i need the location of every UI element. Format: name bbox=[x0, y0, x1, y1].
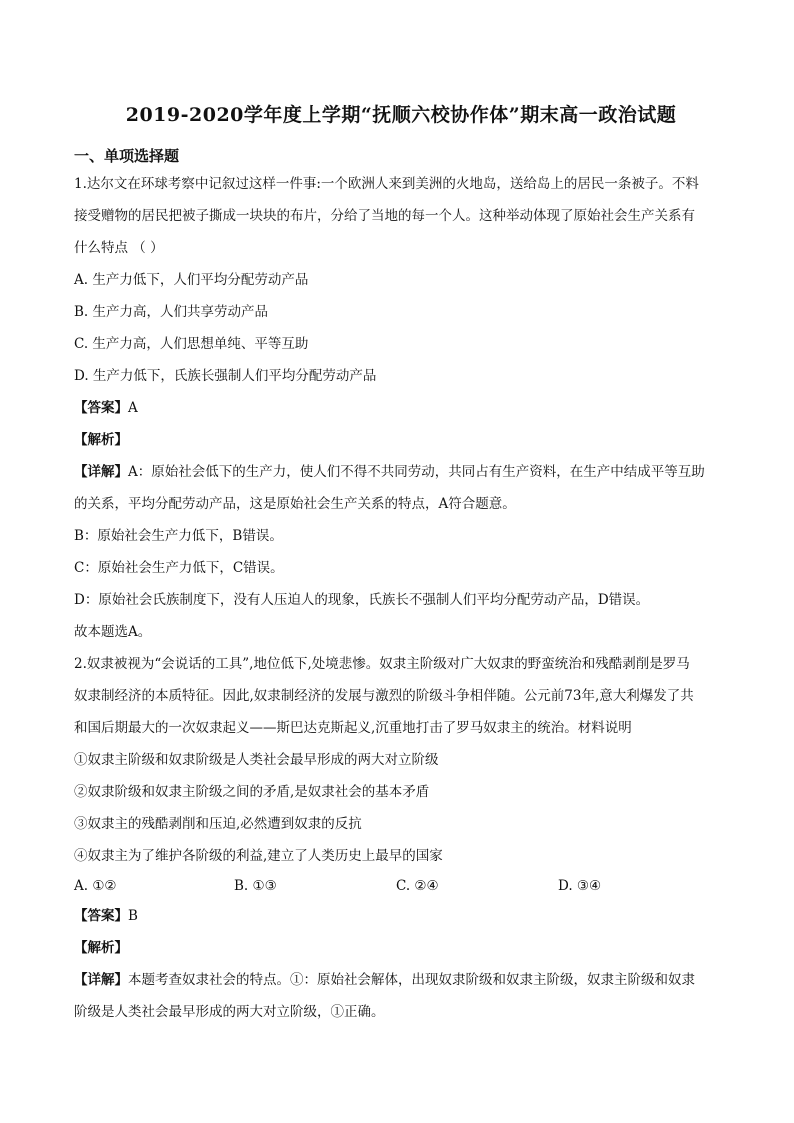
answer-value: A bbox=[128, 400, 138, 416]
q1-option-a: A. 生产力低下，人们平均分配劳动产品 bbox=[74, 272, 309, 288]
q1-conclusion: 故本题选A。 bbox=[74, 624, 152, 640]
q2-item-1: ①奴隶主阶级和奴隶阶级是人类社会最早形成的两大对立阶级 bbox=[74, 752, 439, 768]
q1-stem-line-1: 1.达尔文在环球考察中记叙过这样一件事:一个欧洲人来到美洲的火地岛，送给岛上的居民一条被子。不料 bbox=[74, 176, 699, 192]
q1-detail-line-2: 的关系，平均分配劳动产品，这是原始社会生产关系的特点，A符合题意。 bbox=[74, 496, 516, 512]
q2-option-d: D. ③④ bbox=[558, 878, 602, 894]
q2-option-b: B. ①③ bbox=[234, 878, 277, 894]
q1-analysis-label: 【解析】 bbox=[74, 432, 128, 448]
document-title: 2019-2020学年度上学期“抚顺六校协作体”期末高一政治试题 bbox=[125, 104, 677, 126]
detail-label: 【详解】 bbox=[74, 972, 128, 988]
q1-stem-line-3: 什么特点 （ ） bbox=[74, 240, 164, 256]
q1-detail-b: B：原始社会生产力低下，B错误。 bbox=[74, 528, 283, 544]
q1-option-c: C. 生产力高，人们思想单纯、平等互助 bbox=[74, 336, 309, 352]
q2-detail-line-2: 阶级是人类社会最早形成的两大对立阶级，①正确。 bbox=[74, 1004, 385, 1020]
q2-answer bbox=[74, 906, 138, 926]
answer-value: B bbox=[128, 908, 138, 924]
detail-text: 本题考查奴隶社会的特点。①：原始社会解体，出现奴隶阶级和奴隶主阶级，奴隶主阶级和奴隶 bbox=[128, 972, 695, 988]
q1-option-b: B. 生产力高，人们共享劳动产品 bbox=[74, 304, 269, 320]
q1-answer bbox=[74, 398, 138, 418]
q2-stem-line-3: 和国后期最大的一次奴隶起义——斯巴达克斯起义,沉重地打击了罗马奴隶主的统治。材料说明 bbox=[74, 720, 632, 736]
q1-detail-line-1 bbox=[74, 462, 705, 482]
q2-item-2: ②奴隶阶级和奴隶主阶级之间的矛盾,是奴隶社会的基本矛盾 bbox=[74, 784, 430, 800]
q2-stem-line-2: 奴隶制经济的本质特征。因此,奴隶制经济的发展与激烈的阶级斗争相伴随。公元前73年,意大利爆发了共 bbox=[74, 688, 694, 704]
q1-detail-d: D：原始社会氏族制度下，没有人压迫人的现象，氏族长不强制人们平均分配劳动产品，D错误。 bbox=[74, 592, 650, 608]
q2-detail-line-1 bbox=[74, 970, 695, 990]
answer-label: 【答案】 bbox=[74, 908, 128, 924]
q2-analysis-label: 【解析】 bbox=[74, 940, 128, 956]
detail-label: 【详解】 bbox=[74, 464, 128, 480]
section-heading: 一、单项选择题 bbox=[74, 147, 180, 165]
q2-option-a: A. ①② bbox=[74, 878, 117, 894]
q2-stem-line-1: 2.奴隶被视为“会说话的工具”,地位低下,处境悲惨。奴隶主阶级对广大奴隶的野蛮统治和残酷剥削是罗马 bbox=[74, 656, 690, 672]
q1-detail-c: C：原始社会生产力低下，C错误。 bbox=[74, 560, 284, 576]
q1-option-d: D. 生产力低下，氏族长强制人们平均分配劳动产品 bbox=[74, 368, 377, 384]
q2-item-4: ④奴隶主为了维护各阶级的利益,建立了人类历史上最早的国家 bbox=[74, 848, 443, 864]
detail-text: A：原始社会低下的生产力，使人们不得不共同劳动，共同占有生产资料，在生产中结成平等互助 bbox=[128, 464, 705, 480]
q2-option-c: C. ②④ bbox=[396, 878, 439, 894]
q1-stem-line-2: 接受赠物的居民把被子撕成一块块的布片，分给了当地的每一个人。这种举动体现了原始社会生产关系有 bbox=[74, 208, 695, 224]
q2-item-3: ③奴隶主的残酷剥削和压迫,必然遭到奴隶的反抗 bbox=[74, 816, 362, 832]
answer-label: 【答案】 bbox=[74, 400, 128, 416]
